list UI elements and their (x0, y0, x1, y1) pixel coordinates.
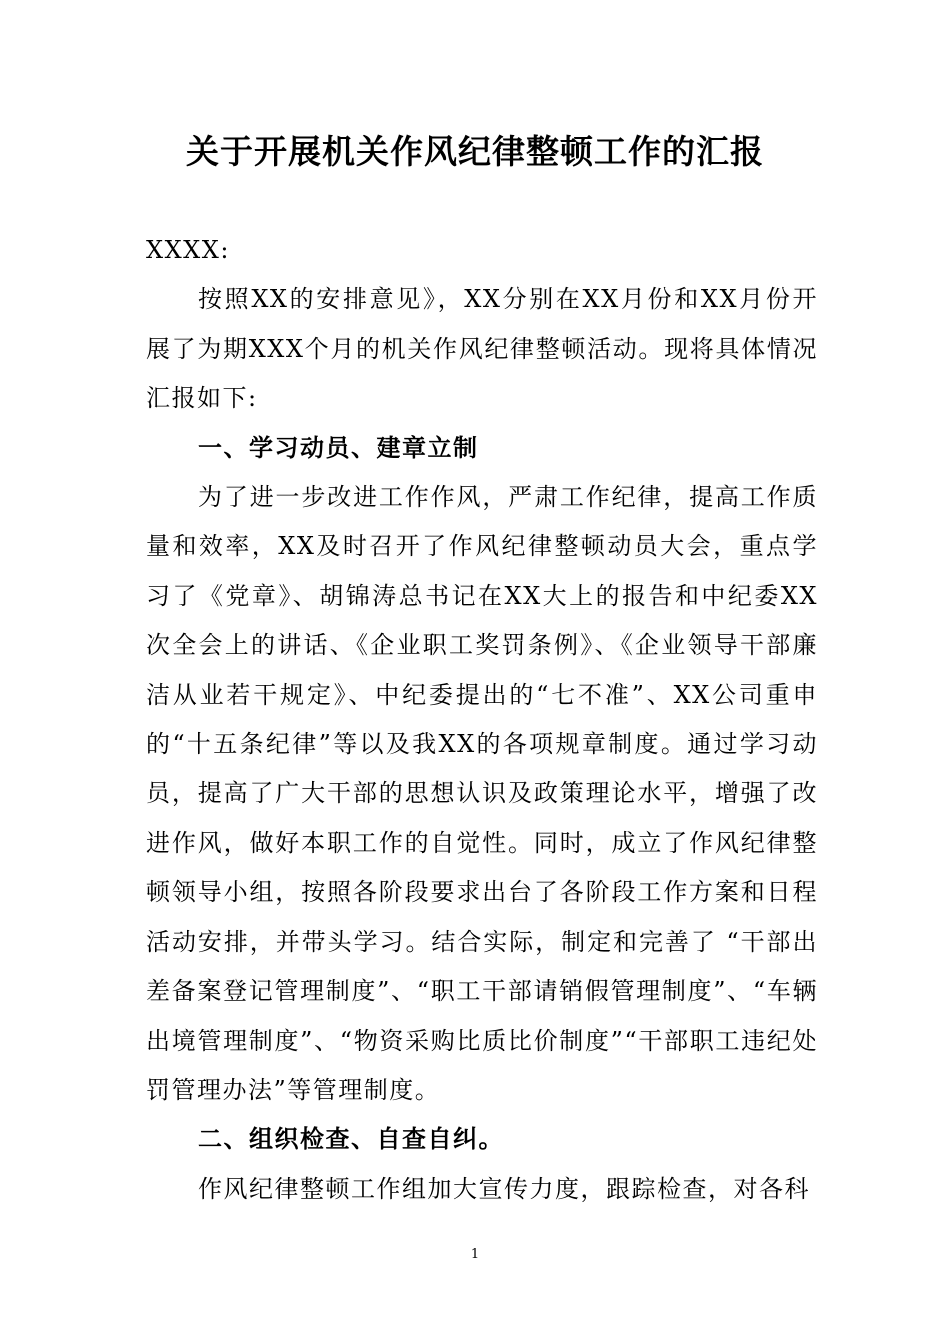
page-number: 1 (470, 1247, 480, 1262)
section-1-paragraph: 为了进一步改进工作作风，严肃工作纪律，提高工作质量和效率，XX及时召开了作风纪律整顿动员大会，重点学习了《党章》、胡锦涛总书记在XX大上的报告和中纪委XX次全会上的讲话、《企业职工奖罚条例》、《企业领导干部廉洁从业若干规定》、中纪委提出的“七不准”、XX公司重申的“十五条纪律”等以及我XX的各项规章制度。通过学习动员，提高了广大干部的思想认识及政策理论水平，增强了改进作风，做好本职工作的自觉性。同时，成立了作风纪律整顿领导小组，按照各阶段要求出台了各阶段工作方案和日程活动安排，并带头学习。结合实际，制定和完善了 “干部出差备案登记管理制度”、“职工干部请销假管理制度”、“车辆出境管理制度”、“物资采购比质比价制度”“干部职工违纪处罚管理办法”等管理制度。 (146, 483, 818, 1104)
section-heading-2: 二、组织检查、自查自纠。 (198, 1125, 504, 1154)
document-body (146, 226, 818, 1214)
intro-paragraph: 按照XX的安排意见》，XX分别在XX月份和XX月份开展了为期XXX个月的机关作风纪律整顿活动。现将具体情况汇报如下: (146, 285, 818, 413)
section-heading-1: 一、学习动员、建章立制 (198, 433, 479, 462)
document-title: 关于开展机关作风纪律整顿工作的汇报 (186, 132, 764, 171)
section-2-paragraph: 作风纪律整顿工作组加大宣传力度，跟踪检查，对各科 (198, 1174, 810, 1203)
salutation: XXXX: (146, 236, 230, 264)
